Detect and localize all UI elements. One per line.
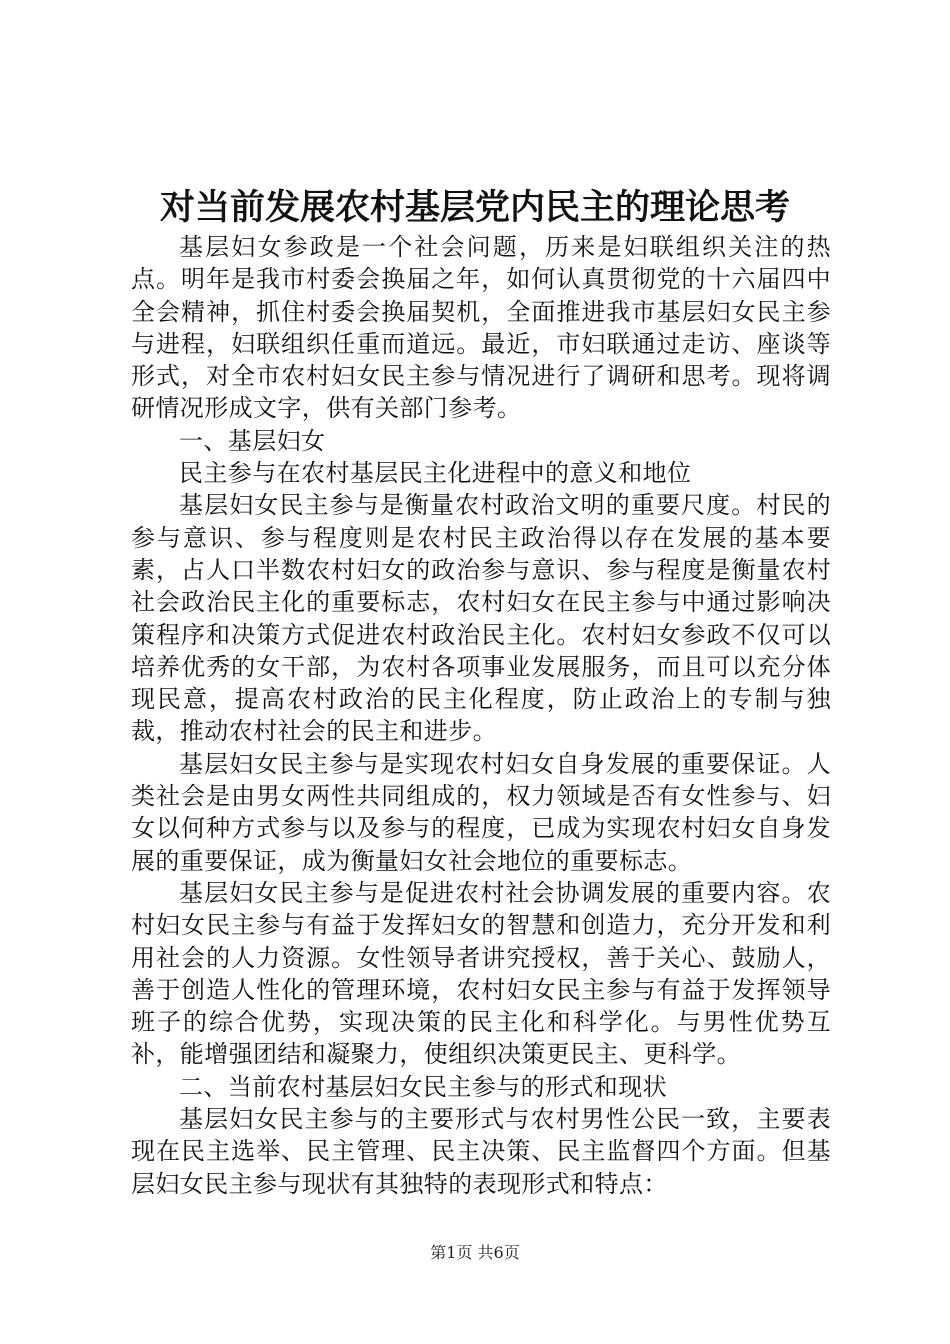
body-paragraph: 基层妇女民主参与是实现农村妇女自身发展的重要保证。人类社会是由男女两性共同组成的，权力领域是否有女性参与、妇女以何种方式参与以及参与的程度，已成为实现农村妇女自身发展的重要保证，成为衡量妇女社会地位的重要标志。 <box>131 749 831 875</box>
page-number-footer: 第1页 共6页 <box>430 1243 520 1262</box>
body-paragraph: 基层妇女民主参与的主要形式与农村男性公民一致，主要表现在民主选举、民主管理、民主决策、民主监督四个方面。但基层妇女民主参与现状有其独特的表现形式和特点： <box>131 1105 831 1198</box>
body-paragraph: 基层妇女民主参与是衡量农村政治文明的重要尺度。村民的参与意识、参与程度则是农村民主政治得以存在发展的基本要素，占人口半数农村妇女的政治参与意识、参与程度是衡量农村社会政治民主化的重要标志，农村妇女在民主参与中通过影响决策程序和决策方式促进农村政治民主化。农村妇女参政不仅可以培养优秀的女干部，为农村各项事业发展服务，而且可以充分体现民意，提高农村政治的民主化程度，防止政治上的专制与独裁，推动农村社会的民主和进步。 <box>131 491 831 746</box>
section-heading: 二、当前农村基层妇女民主参与的形式和现状 <box>179 1072 667 1101</box>
section-heading-continued: 民主参与在农村基层民主化进程中的意义和地位 <box>179 459 692 488</box>
body-paragraph: 基层妇女参政是一个社会问题，历来是妇联组织关注的热点。明年是我市村委会换届之年，如何认真贯彻党的十六届四中全会精神，抓住村委会换届契机，全面推进我市基层妇女民主参与进程，妇联组织任重而道远。最近，市妇联通过走访、座谈等形式，对全市农村妇女民主参与情况进行了调研和思考。现将调研情况形成文字，供有关部门参考。 <box>131 233 831 423</box>
body-paragraph: 基层妇女民主参与是促进农村社会协调发展的重要内容。农村妇女民主参与有益于发挥妇女的智慧和创造力，充分开发和利用社会的人力资源。女性领导者讲究授权，善于关心、鼓励人，善于创造人性化的管理环境，农村妇女民主参与有益于发挥领导班子的综合优势，实现决策的民主化和科学化。与男性优势互补，能增强团结和凝聚力，使组织决策更民主、更科学。 <box>131 878 831 1069</box>
document-title: 对当前发展农村基层党内民主的理论思考 <box>159 187 790 228</box>
section-heading: 一、基层妇女 <box>179 426 326 455</box>
document-body <box>131 231 831 1200</box>
